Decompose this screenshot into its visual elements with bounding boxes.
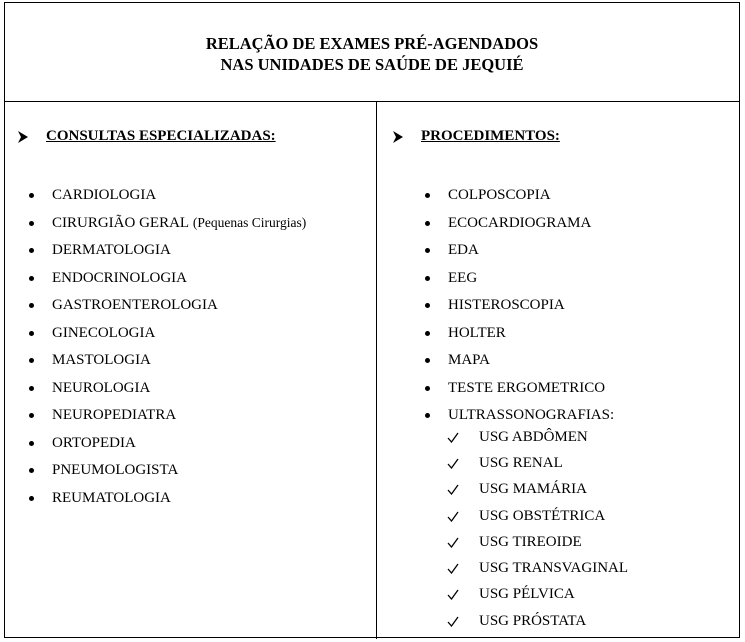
arrowhead-icon	[18, 131, 28, 143]
bullet-icon	[29, 413, 34, 418]
list-item: EDA	[425, 237, 614, 265]
list-item: MASTOLOGIA	[29, 347, 306, 375]
checkmark-icon	[447, 511, 459, 522]
list-item: EEG	[425, 265, 614, 293]
checkmark-icon	[447, 589, 459, 600]
sublist-item: USG PÉLVICA	[447, 582, 628, 608]
bullet-icon	[425, 193, 430, 198]
consultas-heading-text: CONSULTAS ESPECIALIZADAS:	[46, 128, 276, 144]
consultas-heading	[18, 128, 276, 145]
document-table	[4, 2, 740, 638]
list-item: CARDIOLOGIA	[29, 182, 306, 210]
bullet-icon	[29, 331, 34, 336]
bullet-icon	[425, 303, 430, 308]
bullet-icon	[425, 221, 430, 226]
bullet-icon	[425, 248, 430, 253]
sublist-item: USG MAMÁRIA	[447, 477, 628, 503]
list-item: ULTRASSONOGRAFIAS:	[425, 402, 614, 430]
list-item: MAPA	[425, 347, 614, 375]
list-item: NEUROLOGIA	[29, 375, 306, 403]
sublist-item: USG RENAL	[447, 450, 628, 476]
list-item: NEUROPEDIATRA	[29, 402, 306, 430]
consultas-column	[5, 102, 377, 639]
procedimentos-column	[377, 102, 741, 639]
checkmark-icon	[447, 563, 459, 574]
bullet-icon	[425, 386, 430, 391]
bullet-icon	[425, 276, 430, 281]
bullet-icon	[29, 303, 34, 308]
list-item: HISTEROSCOPIA	[425, 292, 614, 320]
checkmark-icon	[447, 432, 459, 443]
checkmark-icon	[447, 484, 459, 495]
bullet-icon	[29, 386, 34, 391]
list-item: DERMATOLOGIA	[29, 237, 306, 265]
list-item: REUMATOLOGIA	[29, 485, 306, 513]
sublist-item: USG TRANSVAGINAL	[447, 555, 628, 581]
procedimentos-heading-text: PROCEDIMENTOS:	[421, 128, 560, 144]
procedimentos-list	[425, 182, 614, 430]
title-line-1: RELAÇÃO DE EXAMES PRÉ-AGENDADOS	[205, 34, 539, 53]
ultrassonografias-sublist	[447, 424, 628, 634]
consultas-list	[29, 182, 306, 512]
checkmark-icon	[447, 458, 459, 469]
title-cell	[5, 3, 739, 102]
list-item: PNEUMOLOGISTA	[29, 457, 306, 485]
bullet-icon	[425, 358, 430, 363]
list-item: GASTROENTEROLOGIA	[29, 292, 306, 320]
bullet-icon	[29, 248, 34, 253]
checkmark-icon	[447, 537, 459, 548]
list-item: COLPOSCOPIA	[425, 182, 614, 210]
bullet-icon	[29, 276, 34, 281]
sublist-item: USG PRÓSTATA	[447, 608, 628, 634]
sublist-item: USG OBSTÉTRICA	[447, 503, 628, 529]
list-item: TESTE ERGOMETRICO	[425, 375, 614, 403]
bullet-icon	[29, 358, 34, 363]
bullet-icon	[29, 221, 34, 226]
list-item: ENDOCRINOLOGIA	[29, 265, 306, 293]
sublist-item: USG ABDÔMEN	[447, 424, 628, 450]
bullet-icon	[29, 441, 34, 446]
sublist-item: USG TIREOIDE	[447, 529, 628, 555]
list-item: HOLTER	[425, 320, 614, 348]
checkmark-icon	[447, 616, 459, 627]
title-line-2: NAS UNIDADES DE SAÚDE DE JEQUIÉ	[220, 55, 524, 74]
item-note: (Pequenas Cirurgias)	[192, 215, 307, 231]
list-item: GINECOLOGIA	[29, 320, 306, 348]
bullet-icon	[29, 193, 34, 198]
arrowhead-icon	[393, 131, 403, 143]
bullet-icon	[425, 331, 430, 336]
bullet-icon	[425, 413, 430, 418]
list-item: ORTOPEDIA	[29, 430, 306, 458]
bullet-icon	[29, 496, 34, 501]
list-item: CIRURGIÃO GERAL (Pequenas Cirurgias)	[29, 210, 306, 238]
bullet-icon	[29, 468, 34, 473]
list-item: ECOCARDIOGRAMA	[425, 210, 614, 238]
procedimentos-heading	[393, 128, 560, 145]
